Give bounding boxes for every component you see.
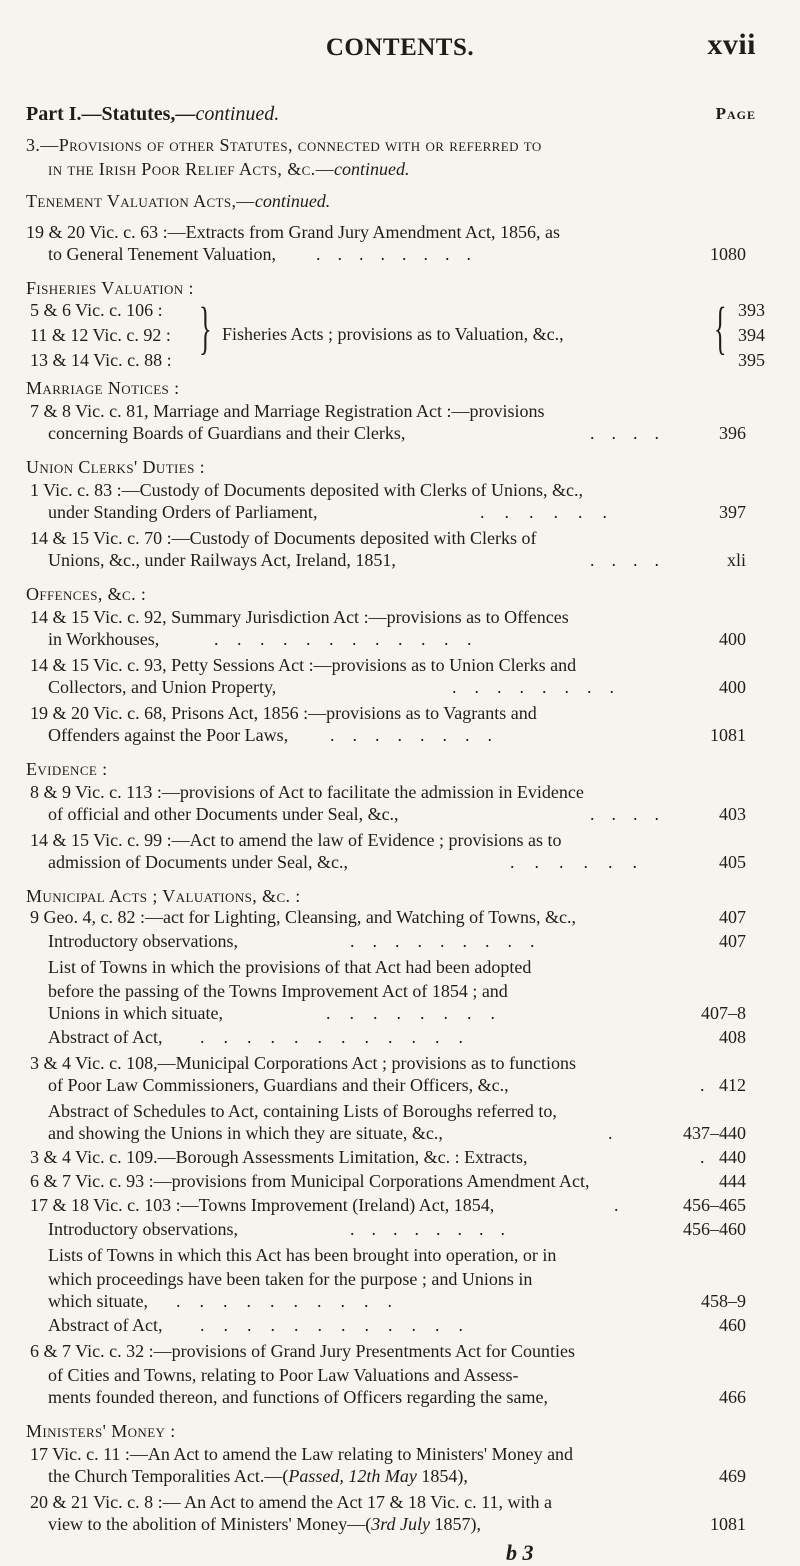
list-item: List of Towns in which the provisions of that Act had been adopted: [48, 957, 532, 977]
signature-mark: b 3: [506, 1540, 534, 1565]
list-item: 14 & 15 Vic. c. 70 :—Custody of Documents deposited with Clerks of: [30, 528, 537, 548]
union-clerks-heading: Union Clerks' Duties :: [26, 457, 206, 477]
list-item: 20 & 21 Vic. c. 8 :— An Act to amend the Act 17 & 18 Vic. c. 11, with a: [30, 1492, 552, 1512]
list-item: of Cities and Towns, relating to Poor Law Valuations and Assess-: [48, 1365, 519, 1385]
list-item: which proceedings have been taken for the purpose ; and Unions in: [48, 1269, 533, 1289]
municipal-heading: Municipal Acts ; Valuations, &c. :: [26, 886, 301, 906]
list-item: Abstract of Act, ............ 408: [48, 1027, 746, 1047]
list-item: 17 Vic. c. 11 :—An Act to amend the Law relating to Ministers' Money and: [30, 1444, 574, 1464]
list-item: Unions in which situate, ........ 407–8: [48, 1003, 746, 1023]
list-item: Introductory observations, ........ 456–460: [48, 1219, 746, 1239]
list-item: Collectors, and Union Property, ........ 400: [48, 677, 746, 697]
fisheries-heading: Fisheries Valuation :: [26, 278, 194, 298]
list-item: 6 & 7 Vic. c. 93 :—provisions from Municipal Corporations Amendment Act, 444: [30, 1171, 746, 1191]
list-item: Abstract of Schedules to Act, containing Lists of Boroughs referred to,: [48, 1101, 557, 1121]
list-item: 19 & 20 Vic. c. 68, Prisons Act, 1856 :—provisions as to Vagrants and: [30, 703, 537, 723]
list-item: which situate, .......... 458–9: [48, 1291, 746, 1311]
section-heading: 3.—Provisions of other Statutes, connected with or referred to: [26, 135, 542, 155]
list-item: 3 & 4 Vic. c. 109.—Borough Assessments Limitation, &c. : Extracts, . 440: [30, 1147, 746, 1167]
right-brace-icon: }: [199, 295, 212, 360]
page-column-label: Page: [715, 104, 756, 123]
list-item: 8 & 9 Vic. c. 113 :—provisions of Act to facilitate the admission in Evidence: [30, 782, 584, 802]
list-item: ments founded thereon, and functions of Officers regarding the same, 466: [48, 1387, 746, 1407]
list-item: 3 & 4 Vic. c. 108,—Municipal Corporations Act ; provisions as to functions: [30, 1053, 577, 1073]
part-line: Part I.—Statutes,—continued.: [26, 103, 280, 125]
list-item: admission of Documents under Seal, &c., ...... 405: [48, 852, 746, 872]
list-item: Unions, &c., under Railways Act, Ireland, 1851, .... xli: [48, 550, 746, 570]
list-item: 19 & 20 Vic. c. 63 :—Extracts from Grand Jury Amendment Act, 1856, as: [26, 222, 560, 242]
list-item: under Standing Orders of Parliament, ...... 397: [48, 502, 746, 522]
list-item: to General Tenement Valuation, ........ 1080: [48, 244, 746, 264]
list-item: concerning Boards of Guardians and their Clerks, .... 396: [48, 423, 746, 443]
list-item: Introductory observations, ......... 407: [48, 931, 746, 951]
list-item: 17 & 18 Vic. c. 103 :—Towns Improvement (Ireland) Act, 1854, . 456–465: [30, 1195, 746, 1215]
list-item: Lists of Towns in which this Act has been brought into operation, or in: [48, 1245, 557, 1265]
list-item: Abstract of Act, ............ 460: [48, 1315, 746, 1335]
list-item: 14 & 15 Vic. c. 99 :—Act to amend the law of Evidence ; provisions as to: [30, 830, 562, 850]
list-item: and showing the Unions in which they are situate, &c., . 437–440: [48, 1123, 746, 1143]
list-item: 9 Geo. 4, c. 82 :—act for Lighting, Cleansing, and Watching of Towns, &c., 407: [30, 907, 746, 927]
list-item: view to the abolition of Ministers' Money—(3rd July 1857), 1081: [48, 1514, 746, 1534]
evidence-heading: Evidence :: [26, 759, 108, 779]
list-item: Offenders against the Poor Laws, ........ 1081: [48, 725, 746, 745]
list-item: 6 & 7 Vic. c. 32 :—provisions of Grand Jury Presentments Act for Counties: [30, 1341, 576, 1361]
list-item: of Poor Law Commissioners, Guardians and their Officers, &c., . 412: [48, 1075, 746, 1095]
list-item: in Workhouses, ............ 400: [48, 629, 746, 649]
section-heading-cont: in the Irish Poor Relief Acts, &c.—continued.: [48, 159, 410, 179]
list-item: before the passing of the Towns Improvement Act of 1854 ; and: [48, 981, 508, 1001]
list-item: of official and other Documents under Seal, &c., .... 403: [48, 804, 746, 824]
marriage-heading: Marriage Notices :: [26, 378, 180, 398]
ministers-heading: Ministers' Money :: [26, 1421, 176, 1441]
list-item: 1 Vic. c. 83 :—Custody of Documents deposited with Clerks of Unions, &c.,: [30, 480, 584, 500]
page-number: xvii: [707, 28, 756, 61]
tenement-heading: Tenement Valuation Acts,—continued.: [26, 191, 331, 211]
list-item: 14 & 15 Vic. c. 93, Petty Sessions Act :—provisions as to Union Clerks and: [30, 655, 577, 675]
fisheries-description: Fisheries Acts ; provisions as to Valuation, &c.,: [222, 324, 564, 344]
left-brace-icon: {: [714, 295, 727, 360]
list-item: 7 & 8 Vic. c. 81, Marriage and Marriage Registration Act :—provisions: [30, 401, 545, 421]
fisheries-pages: 393 394 395: [738, 300, 765, 370]
offences-heading: Offences, &c. :: [26, 584, 147, 604]
fisheries-acts: 5 & 6 Vic. c. 106 : 11 & 12 Vic. c. 92 : 13 & 14 Vic. c. 88 :: [30, 300, 172, 370]
list-item: 14 & 15 Vic. c. 92, Summary Jurisdiction Act :—provisions as to Offences: [30, 607, 569, 627]
page-title: CONTENTS.: [325, 34, 475, 61]
list-item: the Church Temporalities Act.—(Passed, 12th May 1854), 469: [48, 1466, 746, 1486]
